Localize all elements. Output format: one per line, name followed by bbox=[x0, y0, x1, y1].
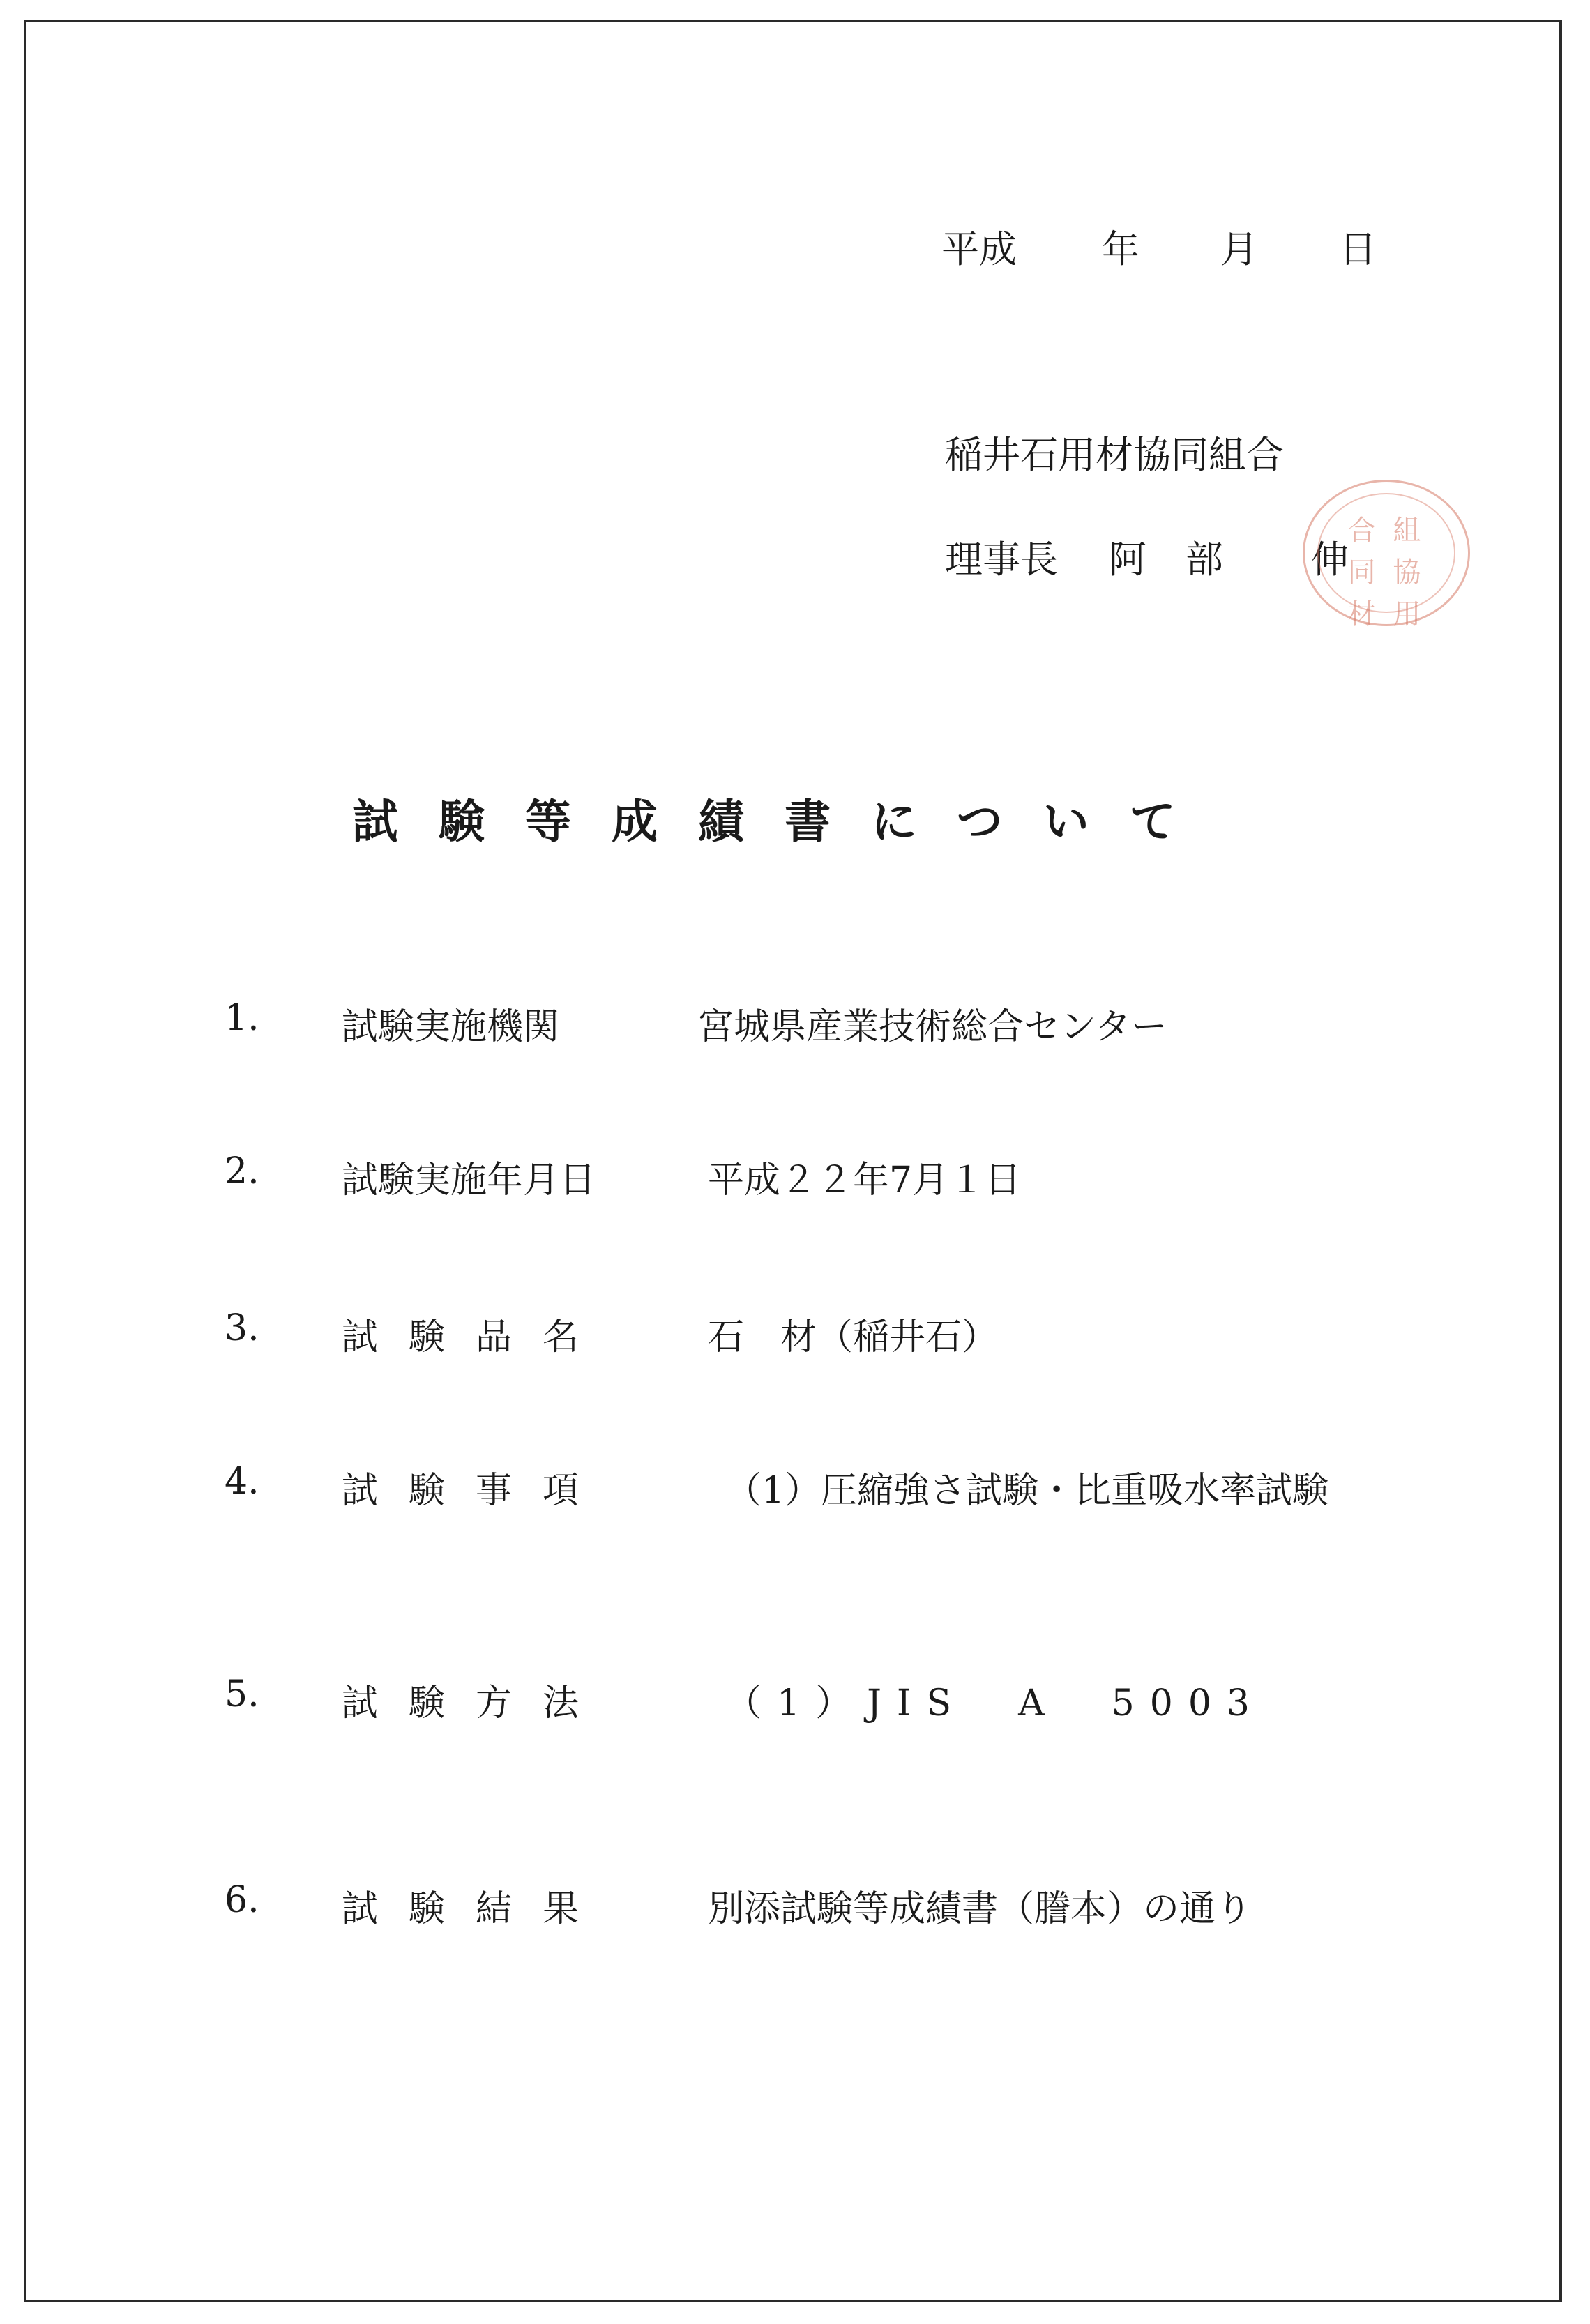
list-item bbox=[0, 1307, 1590, 1363]
item-number: 2. bbox=[225, 1150, 259, 1192]
item-value: 宮城県産業技術総合センター bbox=[697, 1006, 1167, 1048]
date-day: 日 bbox=[1339, 227, 1377, 271]
item-value: （1）JIS A 5003 bbox=[725, 1683, 1265, 1724]
item-number: 3. bbox=[225, 1307, 259, 1349]
list-item bbox=[0, 997, 1590, 1053]
item-label: 試験結果 bbox=[342, 1888, 610, 1930]
date-month: 月 bbox=[1220, 227, 1258, 271]
item-label: 試験方法 bbox=[342, 1683, 610, 1724]
item-number: 4. bbox=[225, 1461, 259, 1503]
seal-text bbox=[1305, 510, 1468, 635]
issuer-family-name-1: 阿 bbox=[1109, 538, 1146, 582]
item-value: 石 材（稲井石） bbox=[708, 1316, 999, 1358]
item-value: 別添試験等成績書（謄本）の通り bbox=[708, 1888, 1252, 1930]
item-label: 試験実施機関 bbox=[342, 1006, 560, 1048]
date-era: 平成 bbox=[941, 227, 1017, 271]
issuer-organization: 稲井石用材協同組合 bbox=[945, 433, 1284, 477]
list-item bbox=[0, 1673, 1590, 1729]
item-number: 1. bbox=[225, 997, 259, 1039]
item-number: 6. bbox=[225, 1879, 259, 1921]
list-item bbox=[0, 1150, 1590, 1206]
document-title: 試験等成績書について bbox=[352, 794, 1216, 849]
item-label: 試験品名 bbox=[342, 1316, 610, 1358]
item-value: （1）圧縮強さ試験・比重吸水率試験 bbox=[725, 1470, 1329, 1512]
official-seal-stamp bbox=[1303, 480, 1470, 630]
item-label: 試験実施年月日 bbox=[342, 1160, 596, 1201]
issuer-given-name: 伸 bbox=[1311, 538, 1349, 582]
item-value: 平成２２年7月１日 bbox=[708, 1160, 1022, 1201]
list-item bbox=[0, 1461, 1590, 1517]
issuer-title: 理事長 bbox=[945, 538, 1058, 582]
list-item bbox=[0, 1879, 1590, 1935]
date-year: 年 bbox=[1102, 227, 1140, 271]
issuer-family-name-2: 部 bbox=[1186, 538, 1223, 582]
item-number: 5. bbox=[225, 1673, 259, 1715]
seal-text-line: 材 用 bbox=[1347, 598, 1425, 630]
seal-text-line: 同 協 bbox=[1347, 556, 1425, 588]
seal-text-line: 合 組 bbox=[1347, 515, 1425, 547]
item-label: 試験事項 bbox=[342, 1470, 610, 1512]
